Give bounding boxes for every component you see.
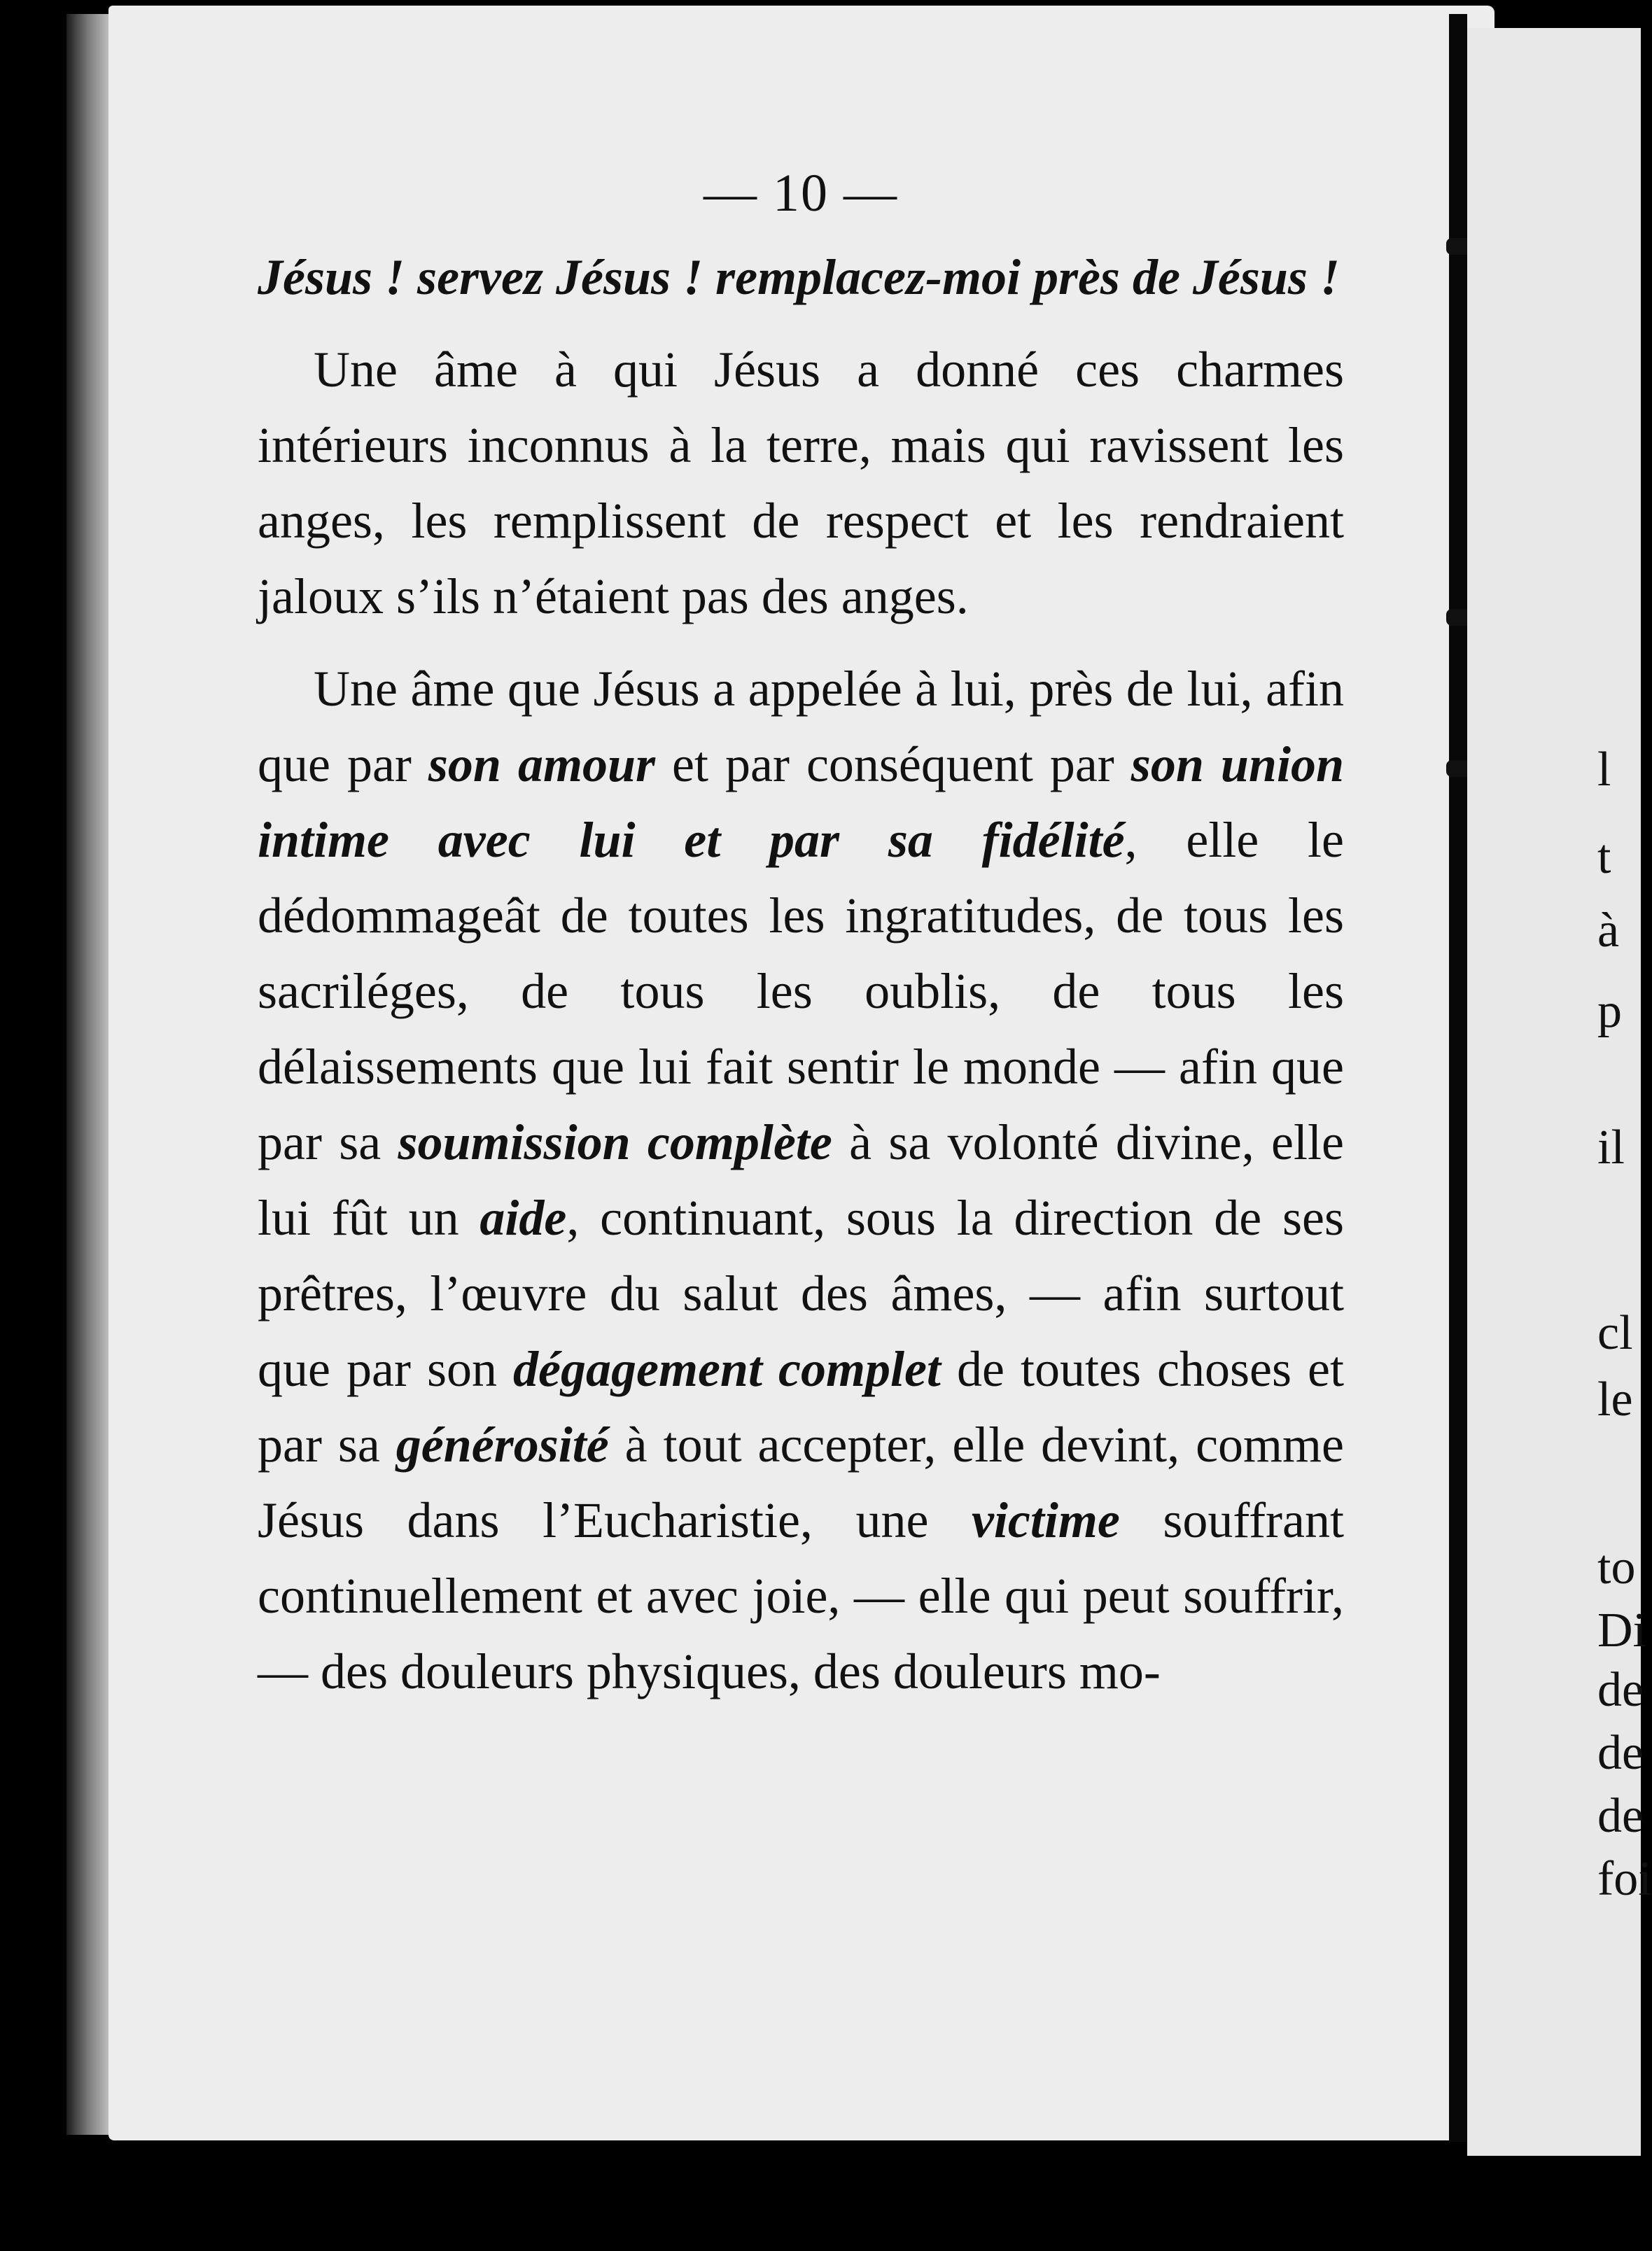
facing-page-fragment: to (1597, 1541, 1636, 1594)
paragraph (258, 332, 1344, 634)
facing-page-fragment: à (1597, 904, 1620, 958)
page-number: — 10 — (704, 164, 898, 223)
emphasis-text: dégagement complet (513, 1341, 941, 1397)
emphasis-text: son amour (428, 736, 656, 792)
emphasis-text: victime (971, 1492, 1120, 1548)
text-run: à sa volonté divine, elle lui fût un (258, 1114, 1344, 1246)
paragraph (258, 651, 1344, 1709)
text-run: et par conséquent par (655, 736, 1131, 792)
facing-page-fragment: cl (1597, 1306, 1633, 1360)
emphasis-text: Jésus ! servez Jésus ! remplacez-moi près de Jésus ! (258, 249, 1340, 305)
facing-page-fragment: de (1597, 1789, 1644, 1843)
facing-page-fragment: p (1597, 984, 1622, 1038)
facing-page-fragment: t (1597, 830, 1611, 884)
left-page-edge (66, 14, 114, 2135)
text-run: Une âme que Jésus a appelée à lui, près de lui, afin que par (258, 661, 1344, 792)
emphasis-text: son union intime avec lui et par sa fidélité (258, 736, 1344, 868)
facing-page-fragment: de (1597, 1663, 1644, 1717)
text-run: , elle le dédommageât de toutes les ingratitudes, de tous les sacriléges, de tous les oublis, de tous les délaissements que lui fait sentir le monde — afin que par sa (258, 812, 1344, 1170)
text-run: souffrant continuellement et avec joie, — elle qui peut souffrir, — des douleurs physiques, des douleurs mo- (258, 1492, 1344, 1699)
facing-page-fragment: Di (1597, 1604, 1646, 1657)
book-spine (1449, 14, 1467, 2142)
text-run: de toutes choses et par sa (258, 1341, 1344, 1473)
facing-page-fragment: le (1597, 1373, 1633, 1426)
text-run: à tout accepter, elle devint, comme Jésus dans l’Eucharistie, une (258, 1417, 1344, 1548)
emphasis-text: soumission complète (398, 1114, 832, 1170)
facing-page-fragment: foi (1597, 1852, 1652, 1906)
emphasis-text: aide (479, 1190, 567, 1246)
paragraph (258, 239, 1344, 315)
text-run: , continuant, sous la direction de ses prêtres, l’œuvre du salut des âmes, — afin surtout que par son (258, 1190, 1344, 1397)
body-text (258, 239, 1344, 1709)
emphasis-text: générosité (396, 1417, 609, 1473)
text-run: Une âme à qui Jésus a donné ces charmes intérieurs inconnus à la terre, mais qui ravissent les anges, les remplissent de respect et les rendraient jaloux s’ils n’étaient pas des anges. (258, 342, 1344, 624)
page-text-block (258, 155, 1344, 1709)
facing-page-fragment: l (1597, 743, 1611, 797)
facing-page-fragment: de (1597, 1726, 1644, 1780)
facing-page-fragment: il (1597, 1121, 1625, 1174)
